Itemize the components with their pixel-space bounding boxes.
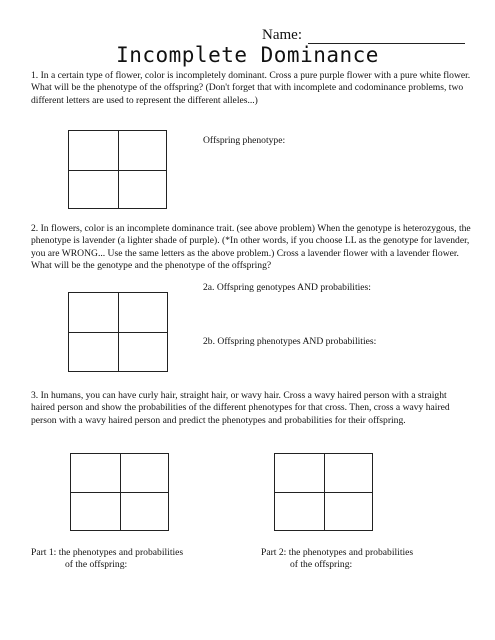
q1-offspring-phenotype-label: Offspring phenotype: [203,135,286,146]
punnett-square-3a [70,453,169,531]
punnett-square-2 [68,292,168,372]
grid-line [69,332,167,333]
question-1-text: 1. In a certain type of flower, color is incompletely dominant. Cross a pure purple flower with a pure white flower. What will be the phenotype of the offspring? (Don't forget that with incomplete and codominance problems, two different letters are used to represent the different alleles...) [31,70,471,106]
punnett-square-3b [274,453,373,531]
q2b-label: 2b. Offspring phenotypes AND probabilities: [203,336,377,347]
part2-label-line2: of the offspring: [290,559,353,570]
part1-label-line1: Part 1: the phenotypes and probabilities [31,547,184,558]
grid-line [275,492,372,493]
page-title: Incomplete Dominance [116,43,379,67]
part2-label-line1: Part 2: the phenotypes and probabilities [261,547,414,558]
part1-label-line2: of the offspring: [65,559,128,570]
grid-line [69,170,166,171]
question-3-text: 3. In humans, you can have curly hair, straight hair, or wavy hair. Cross a wavy haired person with a straight haired person and show the probabilities of the different phenotypes for that cross. Then, cross a wavy haired person with a wavy haired person and predict the phenotypes and probabilities for their offspring. [31,390,450,426]
punnett-square-1 [68,130,167,209]
q2a-label: 2a. Offspring genotypes AND probabilities: [203,282,371,293]
question-2-text: 2. In flowers, color is an incomplete dominance trait. (see above problem) When the genotype is heterozygous, the phenotype is lavender (a lighter shade of purple). (*In other words, if you choose LL as the genotype for lavender, you are WRONG... Use the same letters as the above problem.) Cross a lavender flower with a lavender flower. What will be the genotype and the phenotype of the offspring? [31,223,471,272]
name-label: Name: [262,27,302,43]
grid-line [71,492,168,493]
